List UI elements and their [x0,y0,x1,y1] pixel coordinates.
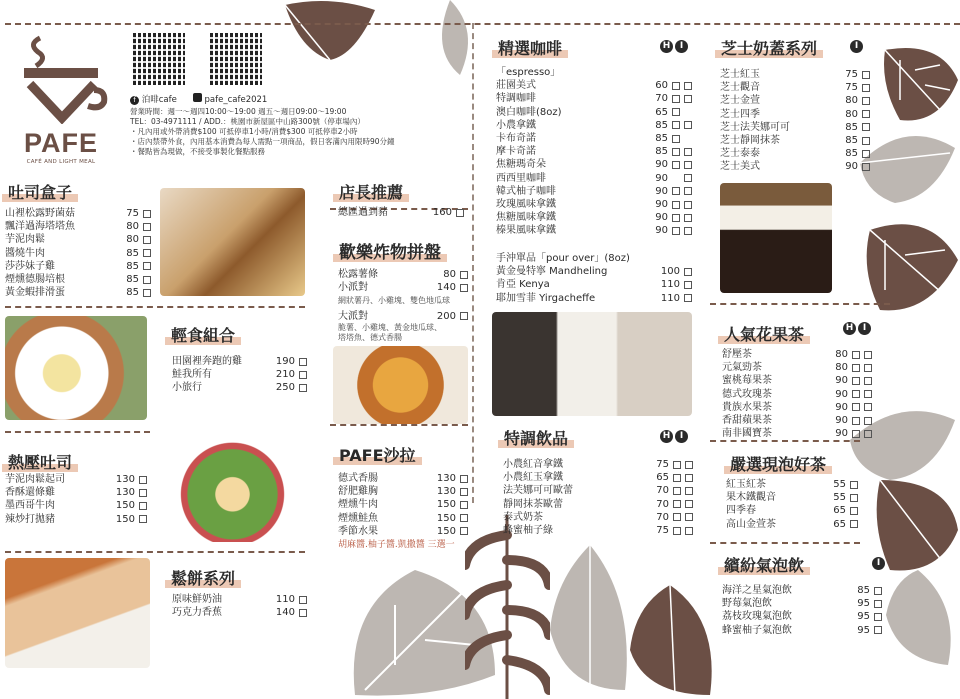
menu-item: 高山金萱茶 65 [726,518,858,531]
item-description: 脆薯、小雞塊、黃金地瓜球、塔塔魚、德式香腸 [338,322,442,342]
menu-item: 莎莎妹子雞 85 [5,260,151,273]
order-checkbox[interactable] [143,236,151,244]
hot-checkbox[interactable] [852,430,860,438]
menu-item: 靜岡抹茶歐蕾 70 [503,498,693,511]
section-title-waffle: 鬆餅系列 [165,566,241,589]
order-checkbox[interactable] [874,587,882,595]
menu-item: 醬燒牛肉 85 [5,247,151,260]
ice-checkbox[interactable] [684,187,692,195]
special-drinks-menu [503,458,693,537]
salad-photo [160,436,305,542]
order-checkbox[interactable] [850,507,858,515]
menu-item: 焦糖風味拿鐵 90 [496,211,692,224]
menu-item: 德式玫瑰茶 90 [722,388,872,401]
menu-item: 野莓氣泡飲 95 [722,597,882,610]
hot-icon: H [843,322,856,335]
hot-checkbox[interactable] [673,474,681,482]
menu-item: 墨西哥牛肉 150 [5,499,147,512]
hot-icon: H [660,40,673,53]
hot-checkbox[interactable] [852,364,860,372]
menu-group-label: 手沖單品「pour over」(8oz) [496,253,630,264]
ice-checkbox[interactable] [864,417,872,425]
divider [5,551,305,553]
brand-logo [18,32,108,165]
hot-checkbox[interactable] [672,214,680,222]
hot-checkbox[interactable] [852,417,860,425]
brunch-plate-photo [5,316,147,420]
menu-item: 原味鮮奶油 110 [172,593,307,606]
facebook-icon: f [130,96,139,105]
ice-checkbox[interactable] [864,403,872,411]
salad-menu [338,472,468,552]
ice-icon: I [675,430,688,443]
order-checkbox[interactable] [862,123,870,131]
ice-checkbox[interactable] [684,214,692,222]
order-checkbox[interactable] [143,249,151,257]
menu-item: 芝士法芙娜可可 85 [720,121,870,134]
ice-checkbox[interactable] [685,487,693,495]
section-title-light-meal: 輕食組合 [165,323,241,346]
menu-item: 芝士金萱 80 [720,94,870,107]
menu-item: 荔枝玫瑰氣泡飲 95 [722,610,882,623]
menu-item: 玫瑰風味拿鐵 90 [496,198,692,211]
hot-checkbox[interactable] [673,513,681,521]
menu-item: 耶加雪菲 Yirgacheffe 110 [496,292,692,305]
sandwich-fries-photo [160,188,305,296]
divider [5,306,305,308]
menu-item: 芝士紅玉 75 [720,68,870,81]
instagram-handle[interactable]: pafe_cafe2021 [193,93,268,105]
coffee-cup-logo-icon [18,32,108,124]
ice-checkbox[interactable] [685,474,693,482]
pour-over-menu [496,252,692,305]
menu-item: 芝士四季 80 [720,108,870,121]
menu-item: 巧克力香蕉 140 [172,606,307,619]
order-checkbox[interactable] [460,488,468,496]
order-checkbox[interactable] [850,520,858,528]
order-checkbox[interactable] [684,294,692,302]
pour-over-coffee-photo [492,312,692,416]
section-title-brewed-tea: 嚴選現泡好茶 [724,452,832,475]
ice-legend [872,557,885,570]
menu-item: 山裡松露野菌菇 75 [5,207,151,220]
menu-item: 蜂蜜柚子氣泡飲 95 [722,624,882,637]
menu-item: 松露薯條 80 [338,268,468,281]
menu-item: 澳白咖啡(8oz) 65 [496,106,692,119]
menu-item: 蜂蜜柚子綠 75 [503,524,693,537]
hot-checkbox[interactable] [673,527,681,535]
hot-checkbox[interactable] [672,121,680,129]
toast-box-menu [5,207,151,299]
facebook-handle[interactable]: f 泊啡cafe [130,93,177,105]
order-checkbox[interactable] [139,476,147,484]
menu-item: 小農紅玉拿鐵 65 [503,471,693,484]
order-checkbox[interactable] [460,271,468,279]
menu-item: 特調咖啡 70 [496,92,692,105]
divider [710,303,890,305]
hot-checkbox[interactable] [672,187,680,195]
order-checkbox[interactable] [299,358,307,366]
menu-item: 韓式柚子咖啡 90 [496,185,692,198]
order-checkbox[interactable] [862,71,870,79]
waffle-fruit-photo [5,558,150,668]
order-checkbox[interactable] [143,289,151,297]
hot-checkbox[interactable] [852,377,860,385]
order-checkbox[interactable] [862,110,870,118]
menu-item: 泰式奶茶 70 [503,511,693,524]
pressed-toast-menu [5,473,147,526]
order-checkbox[interactable] [684,268,692,276]
leaf-decoration [880,40,960,130]
order-checkbox[interactable] [299,371,307,379]
section-title-sparkling: 繽紛氣泡飲 [718,553,810,576]
menu-item: 大派對 200 [338,310,468,323]
hot-checkbox[interactable] [672,108,680,116]
hot-checkbox[interactable] [672,148,680,156]
ice-checkbox[interactable] [684,161,692,169]
hot-checkbox[interactable] [672,161,680,169]
ice-checkbox[interactable] [684,95,692,103]
divider [710,542,860,544]
menu-item: 香酥還條雞 130 [5,486,147,499]
menu-item: 貴族水果茶 90 [722,401,872,414]
section-title-salad: PAFE沙拉 [333,443,422,466]
menu-item: 法芙娜可可歐蕾 70 [503,484,693,497]
order-checkbox[interactable] [862,97,870,105]
menu-item: 煙燻德腸培根 85 [5,273,151,286]
leaf-decoration [855,118,960,208]
order-checkbox[interactable] [862,137,870,145]
ice-checkbox[interactable] [685,461,693,469]
section-title-coffee: 精選咖啡 [492,36,568,59]
menu-item: 蜜桃莓果茶 90 [722,374,872,387]
hot-checkbox[interactable] [672,201,680,209]
sparkling-menu [722,584,882,637]
hot-checkbox[interactable] [852,390,860,398]
menu-item: 摩卡奇諾 85 [496,145,692,158]
leaf-decoration [545,540,635,699]
menu-item: 舒壓茶 80 [722,348,872,361]
order-checkbox[interactable] [143,210,151,218]
order-checkbox[interactable] [299,596,307,604]
order-checkbox[interactable] [299,609,307,617]
ice-icon: I [872,557,885,570]
light-meal-menu [172,355,307,395]
section-title-manager-pick: 店長推薦 [333,180,409,203]
instagram-qr-code[interactable] [210,33,262,85]
order-checkbox[interactable] [143,262,151,270]
divider [5,431,150,433]
menu-item: 總匯過到豬 160 [338,206,464,219]
menu-item: 焦糖瑪奇朵 90 [496,158,692,171]
menu-item: 辣炒打拋豬 150 [5,513,147,526]
order-checkbox[interactable] [143,223,151,231]
menu-item: 飄洋過海塔塔魚 80 [5,220,151,233]
section-title-toast-box: 吐司盒子 [2,180,78,203]
ice-checkbox[interactable] [684,82,692,90]
brewed-tea-menu [726,478,858,531]
ice-checkbox[interactable] [685,527,693,535]
section-title-special-drinks: 特調飲品 [498,426,574,449]
hot-icon: H [660,430,673,443]
leaf-decoration [420,0,480,80]
menu-item: 煙燻牛肉 150 [338,498,468,511]
menu-item: 芝士美式 90 [720,160,870,173]
fried-platter-menu [338,268,468,343]
social-row [130,93,267,105]
menu-item: 煙燻鮭魚 150 [338,512,468,525]
hot-checkbox[interactable] [673,461,681,469]
hot-checkbox[interactable] [852,351,860,359]
hot-checkbox[interactable] [673,487,681,495]
menu-item: 德式香腸 130 [338,472,468,485]
menu-item: 芋泥肉鬆起司 130 [5,473,147,486]
order-checkbox[interactable] [460,284,468,292]
menu-item: 季節水果 150 [338,525,468,538]
facebook-qr-code[interactable] [133,33,185,85]
menu-item: 元氣勁茶 80 [722,361,872,374]
order-checkbox[interactable] [143,276,151,284]
menu-item: 榛果風味拿鐵 90 [496,224,692,237]
divider [330,424,468,426]
menu-item: 芝士觀音 75 [720,81,870,94]
menu-item: 卡布奇諾 85 [496,132,692,145]
hot-checkbox[interactable] [672,82,680,90]
hot-checkbox[interactable] [672,95,680,103]
order-checkbox[interactable] [139,502,147,510]
hot-ice-legend [843,322,871,335]
waffle-menu [172,593,307,619]
brand-tagline: CAFÉ AND LIGHT MEAL [26,159,96,165]
order-checkbox[interactable] [850,481,858,489]
hot-checkbox[interactable] [673,500,681,508]
ice-icon: I [858,322,871,335]
leaf-decoration [625,580,720,699]
ice-icon: I [850,40,863,53]
ice-icon: I [675,40,688,53]
section-title-fried-platter: 歡樂炸物拼盤 [333,238,447,263]
fried-platter-photo [333,346,468,424]
menu-item: 小派對 140 [338,281,468,294]
menu-item: 芝士泰泰 85 [720,147,870,160]
order-checkbox[interactable] [684,281,692,289]
ice-checkbox[interactable] [685,513,693,521]
menu-item: 黃金蝦排滑蛋 85 [5,286,151,299]
brand-name: PAFE [23,128,98,158]
order-checkbox[interactable] [299,384,307,392]
menu-item: 西西里咖啡 90 [496,172,692,185]
order-checkbox[interactable] [460,501,468,509]
menu-item: 南非國寶茶 90 [722,427,872,440]
leaf-decoration [275,0,385,70]
menu-item: 小農拿鐵 85 [496,119,692,132]
item-description: 網狀薯丹、小雞塊、雙色地瓜球 [338,296,450,306]
instagram-icon [193,93,202,102]
ice-checkbox[interactable] [864,390,872,398]
coffee-menu [496,66,692,238]
cheese-tea-menu [720,68,870,174]
order-checkbox[interactable] [862,84,870,92]
fruit-tea-menu [722,348,872,440]
menu-item: 莊園美式 60 [496,79,692,92]
hot-checkbox[interactable] [852,403,860,411]
hot-ice-legend [660,430,688,443]
store-info: 營業時間：週一～週四10:00～19:00 週五～週日09:00～19:00 TEL：03-4971111 / ADD.：桃園市新屋區中山路300號（停車場內） ・凡內用或外帶消費$100 可抵停車1小時/消費$300 可抵停車2小時 ・店內禁帶外食，內用基本消費為每人需點一項商品，假日客滿內用限時90分鐘 ・餐點皆為現做，不接受事製化餐點服務 [130,107,395,156]
section-title-fruit-tea: 人氣花果茶 [718,322,810,345]
order-checkbox[interactable] [139,489,147,497]
ice-checkbox[interactable] [685,500,693,508]
section-title-pressed-toast: 熱壓吐司 [2,450,78,473]
dressing-note: 胡麻醬.柚子醬.凱撒醬 三選一 [338,540,455,551]
menu-item: 小農紅音拿鐵 75 [503,458,693,471]
menu-item: 芋泥肉鬆 80 [5,233,151,246]
order-checkbox[interactable] [850,494,858,502]
order-checkbox[interactable] [460,527,468,535]
order-checkbox[interactable] [862,150,870,158]
ice-checkbox[interactable] [684,121,692,129]
menu-group-label: 「espresso」 [496,67,561,78]
menu-item: 芝士靜岡抹茶 85 [720,134,870,147]
menu-item: 舒肥雞胸 130 [338,485,468,498]
ice-checkbox[interactable] [864,364,872,372]
menu-item: 海洋之星氣泡飲 85 [722,584,882,597]
cheese-tea-photo [720,183,832,293]
menu-item: 鮭我所有 210 [172,368,307,381]
menu-item: 香甜蘋果茶 90 [722,414,872,427]
order-checkbox[interactable] [139,515,147,523]
ice-checkbox[interactable] [684,227,692,235]
menu-item: 小旅行 250 [172,381,307,394]
ice-legend [850,40,863,53]
ice-checkbox[interactable] [684,148,692,156]
order-checkbox[interactable] [874,613,882,621]
menu-item: 四季春 65 [726,504,858,517]
center-divider [472,23,474,503]
hot-checkbox[interactable] [672,135,680,143]
order-checkbox[interactable] [874,626,882,634]
order-checkbox[interactable] [460,514,468,522]
menu-item: 田園裡奔跑的雞 190 [172,355,307,368]
ice-checkbox[interactable] [864,351,872,359]
order-checkbox[interactable] [874,600,882,608]
leaf-decoration [465,515,550,699]
menu-item: 果木鐵觀音 55 [726,491,858,504]
ice-checkbox[interactable] [864,430,872,438]
menu-item: 紅玉紅茶 55 [726,478,858,491]
hot-ice-legend [660,40,688,53]
menu-item: 黃金曼特寧 Mandheling 100 [496,265,692,278]
ice-checkbox[interactable] [684,174,692,182]
order-checkbox[interactable] [456,209,464,217]
order-checkbox[interactable] [862,163,870,171]
order-checkbox[interactable] [460,312,468,320]
ice-checkbox[interactable] [864,377,872,385]
section-title-cheese-tea: 芝士奶蓋系列 [715,36,823,59]
order-checkbox[interactable] [460,475,468,483]
menu-item: 肯亞 Kenya 110 [496,278,692,291]
ice-checkbox[interactable] [684,201,692,209]
hot-checkbox[interactable] [672,227,680,235]
top-divider [5,23,960,25]
manager-pick-menu [338,206,464,219]
leaf-decoration [878,565,960,675]
